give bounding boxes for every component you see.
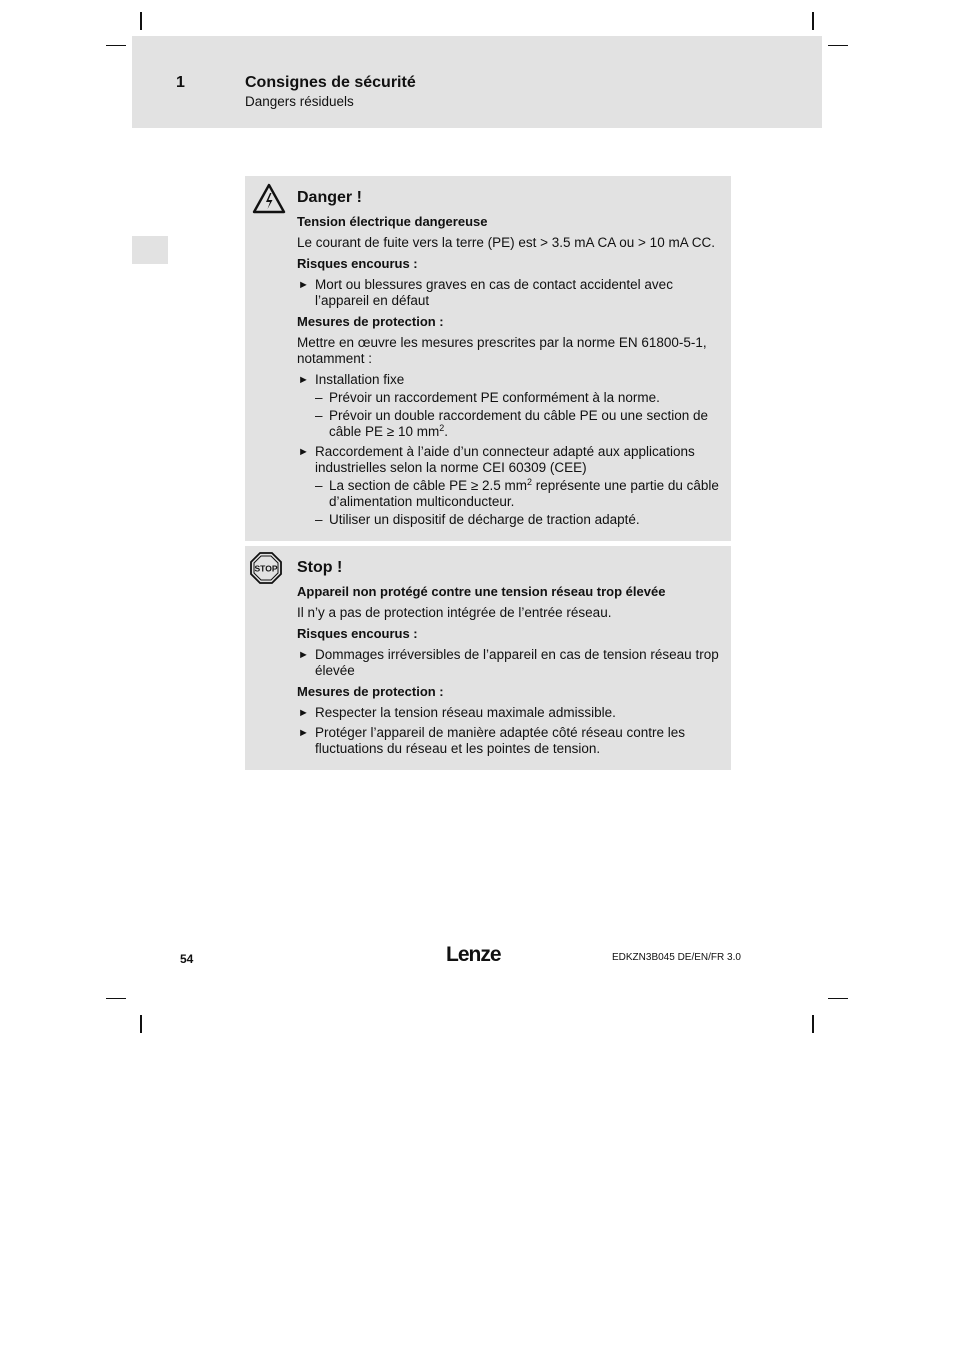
chapter-title: Consignes de sécurité (245, 74, 416, 91)
list-item (297, 705, 719, 721)
list-item (297, 372, 719, 440)
stop-subtitle: Appareil non protégé contre une tension réseau trop élevée (297, 584, 666, 599)
protection-heading: Mesures de protection : (297, 314, 444, 329)
list-item (297, 444, 719, 528)
triangle-bullet-icon: ► (298, 707, 309, 719)
triangle-bullet-icon: ► (298, 374, 309, 386)
measure-subtext: Utiliser un dispositif de décharge de traction adapté. (329, 512, 640, 527)
triangle-bullet-icon: ► (298, 279, 309, 291)
danger-description: Le courant de fuite vers la terre (PE) est > 3.5 mA CA ou > 10 mA CC. (297, 235, 715, 250)
protection-heading: Mesures de protection : (297, 684, 444, 699)
dash-bullet-icon: – (315, 390, 323, 405)
stop-sign-text: STOP (254, 563, 278, 574)
list-item (315, 408, 719, 440)
stop-description: Il n’y a pas de protection intégrée de l’entrée réseau. (297, 605, 612, 620)
measure-text: Respecter la tension réseau maximale admissible. (315, 705, 616, 720)
crop-mark (812, 12, 814, 30)
crop-mark (828, 45, 848, 46)
chapter-header (132, 36, 822, 128)
risks-heading: Risques encourus : (297, 626, 418, 641)
high-voltage-warning-icon (251, 182, 287, 220)
page-number: 54 (180, 952, 194, 966)
list-item (315, 512, 719, 528)
crop-mark (106, 998, 126, 999)
measure-text: Raccordement à l’aide d’un connecteur adapté aux applications industrielles selon la norme CEI 60309 (CEE) (315, 444, 695, 475)
side-marker (132, 236, 168, 264)
stop-title: Stop ! (297, 559, 343, 576)
crop-mark (106, 45, 126, 46)
measure-subtext: Prévoir un double raccordement du câble PE ou une section de câble PE ≥ 10 mm (329, 408, 708, 439)
measure-text: Protéger l’appareil de manière adaptée côté réseau contre les fluctuations du réseau et les pointes de tension. (315, 725, 685, 756)
document-id: EDKZN3B045 DE/EN/FR 3.0 (612, 952, 741, 963)
risk-text: Dommages irréversibles de l’appareil en cas de tension réseau trop élevée (315, 647, 719, 678)
triangle-bullet-icon: ► (298, 649, 309, 661)
dash-bullet-icon: – (315, 478, 323, 493)
chapter-number: 1 (176, 74, 185, 91)
danger-subtitle: Tension électrique dangereuse (297, 214, 488, 229)
dash-bullet-icon: – (315, 408, 323, 423)
superscript: 2 (439, 423, 445, 433)
danger-title: Danger ! (297, 189, 362, 206)
chapter-subtitle: Dangers résiduels (245, 94, 354, 109)
risks-heading: Risques encourus : (297, 256, 418, 271)
danger-box (245, 176, 731, 541)
stop-box (245, 546, 731, 770)
stop-sign-icon (250, 552, 282, 588)
protection-intro: Mettre en œuvre les mesures prescrites par la norme EN 61800-5-1, notamment : (297, 335, 707, 366)
crop-mark (140, 12, 142, 30)
list-item (315, 478, 719, 510)
crop-mark (140, 1015, 142, 1033)
list-item (297, 277, 719, 309)
risk-text: Mort ou blessures graves en cas de contact accidentel avec l’appareil en défaut (315, 277, 673, 308)
triangle-bullet-icon: ► (298, 727, 309, 739)
superscript: 2 (527, 477, 533, 487)
measure-subtext: La section de câble PE ≥ 2.5 mm (329, 478, 528, 493)
measure-subtext-end: représente une partie du câble d’alimentation multiconducteur. (329, 478, 719, 509)
measure-subtext: Prévoir un raccordement PE conformément à la norme. (329, 390, 660, 405)
dash-bullet-icon: – (315, 512, 323, 527)
list-item (315, 390, 719, 406)
list-item (297, 647, 719, 679)
crop-mark (812, 1015, 814, 1033)
list-item (297, 725, 719, 757)
crop-mark (828, 998, 848, 999)
measure-text: Installation fixe (315, 372, 405, 387)
measure-subtext-end: . (444, 424, 448, 439)
lenze-logo: Lenze (446, 943, 501, 966)
triangle-bullet-icon: ► (298, 446, 309, 458)
